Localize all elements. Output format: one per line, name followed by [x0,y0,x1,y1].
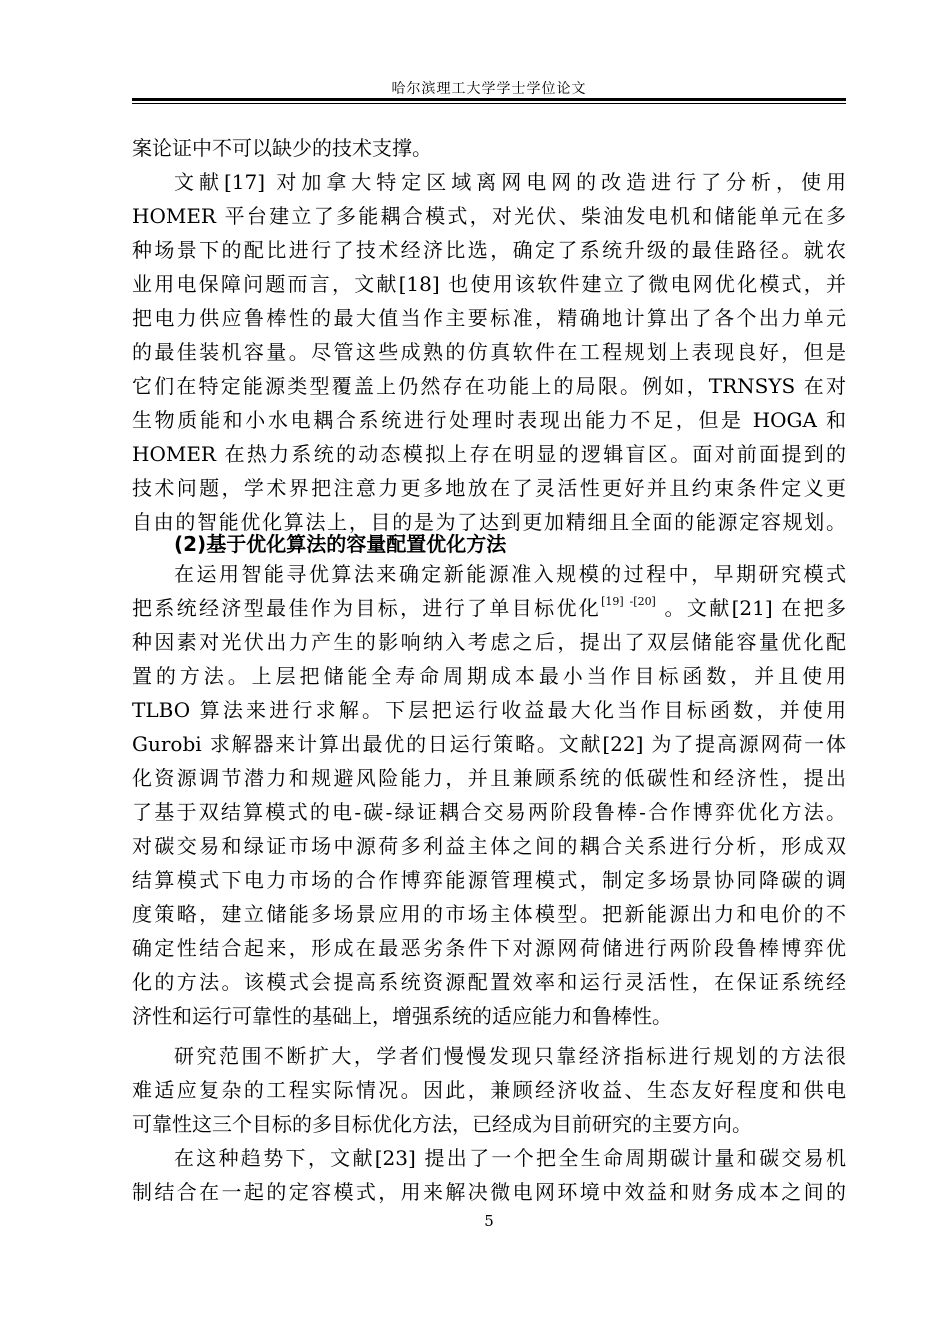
text-line: 案论证中不可以缺少的技术支撑。 [132,136,432,160]
text-line: 难适应复杂的工程实际情况。因此，兼顾经济收益、生态友好程度和供电 [132,1078,846,1102]
page-number: 5 [484,1212,494,1230]
text-line: 种场景下的配比进行了技术经济比选，确定了系统升级的最佳路径。就农 [132,238,846,262]
text-line: 了基于双结算模式的电-碳-绿证耦合交易两阶段鲁棒-合作博弈优化方法。 [132,800,846,824]
text-line: 文献[17] 对加拿大特定区域离网电网的改造进行了分析，使用 [174,170,846,194]
text-line: 结算模式下电力市场的合作博弈能源管理模式，制定多场景协同降碳的调 [132,868,846,892]
text-line: 可靠性这三个目标的多目标优化方法，已经成为目前研究的主要方向。 [132,1112,752,1136]
text-line: 自由的智能优化算法上，目的是为了达到更加精细且全面的能源定容规划。 [132,510,846,534]
text-fragment: 把系统经济型最佳作为目标，进行了单目标优化 [132,596,602,620]
text-line: 它们在特定能源类型覆盖上仍然存在功能上的局限。例如，TRNSYS 在对 [132,374,846,398]
text-line: 技术问题，学术界把注意力更多地放在了灵活性更好并且约束条件定义更 [132,476,846,500]
text-line: 济性和运行可靠性的基础上，增强系统的适应能力和鲁棒性。 [132,1004,672,1028]
text-line: Gurobi 求解器来计算出最优的日运行策略。文献[22] 为了提高源网荷一体 [132,732,846,756]
text-line: 对碳交易和绿证市场中源荷多利益主体之间的耦合关系进行分析，形成双 [132,834,846,858]
text-line: 研究范围不断扩大，学者们慢慢发现只靠经济指标进行规划的方法很 [174,1044,846,1068]
text-line: 生物质能和小水电耦合系统进行处理时表现出能力不足，但是 HOGA 和 [132,408,846,432]
text-line: 置的方法。上层把储能全寿命周期成本最小当作目标函数，并且使用 [132,664,846,688]
text-line: 的最佳装机容量。尽管这些成熟的仿真软件在工程规划上表现良好，但是 [132,340,846,364]
citation-superscript: [19] -[20] [601,595,656,609]
text-fragment: 。文献[21] 在把多 [655,596,847,620]
text-line-with-citation [132,592,846,624]
section-heading: (2)基于优化算法的容量配置优化方法 [174,532,507,556]
header-rule-thin [132,103,846,104]
running-header: 哈尔滨理工大学学士学位论文 [391,81,587,97]
text-line: 把电力供应鲁棒性的最大值当作主要标准，精确地计算出了各个出力单元 [132,306,846,330]
header-rule-thick [132,98,846,101]
text-line: 种因素对光伏出力产生的影响纳入考虑之后，提出了双层储能容量优化配 [132,630,846,654]
text-line: 化的方法。该模式会提高系统资源配置效率和运行灵活性，在保证系统经 [132,970,846,994]
text-line: 确定性结合起来，形成在最恶劣条件下对源网荷储进行两阶段鲁棒博弈优 [132,936,846,960]
text-line: 业用电保障问题而言，文献[18] 也使用该软件建立了微电网优化模式，并 [132,272,846,296]
text-line: 化资源调节潜力和规避风险能力，并且兼顾系统的低碳性和经济性，提出 [132,766,846,790]
text-line: 在运用智能寻优算法来确定新能源准入规模的过程中，早期研究模式 [174,562,846,586]
text-line: 度策略，建立储能多场景应用的市场主体模型。把新能源出力和电价的不 [132,902,846,926]
text-line: 在这种趋势下，文献[23] 提出了一个把全生命周期碳计量和碳交易机 [174,1146,846,1170]
text-line: 制结合在一起的定容模式，用来解决微电网环境中效益和财务成本之间的 [132,1180,846,1204]
text-line: HOMER 平台建立了多能耦合模式，对光伏、柴油发电机和储能单元在多 [132,204,846,228]
text-line: HOMER 在热力系统的动态模拟上存在明显的逻辑盲区。面对前面提到的 [132,442,846,466]
text-line: TLBO 算法来进行求解。下层把运行收益最大化当作目标函数，并使用 [132,698,846,722]
